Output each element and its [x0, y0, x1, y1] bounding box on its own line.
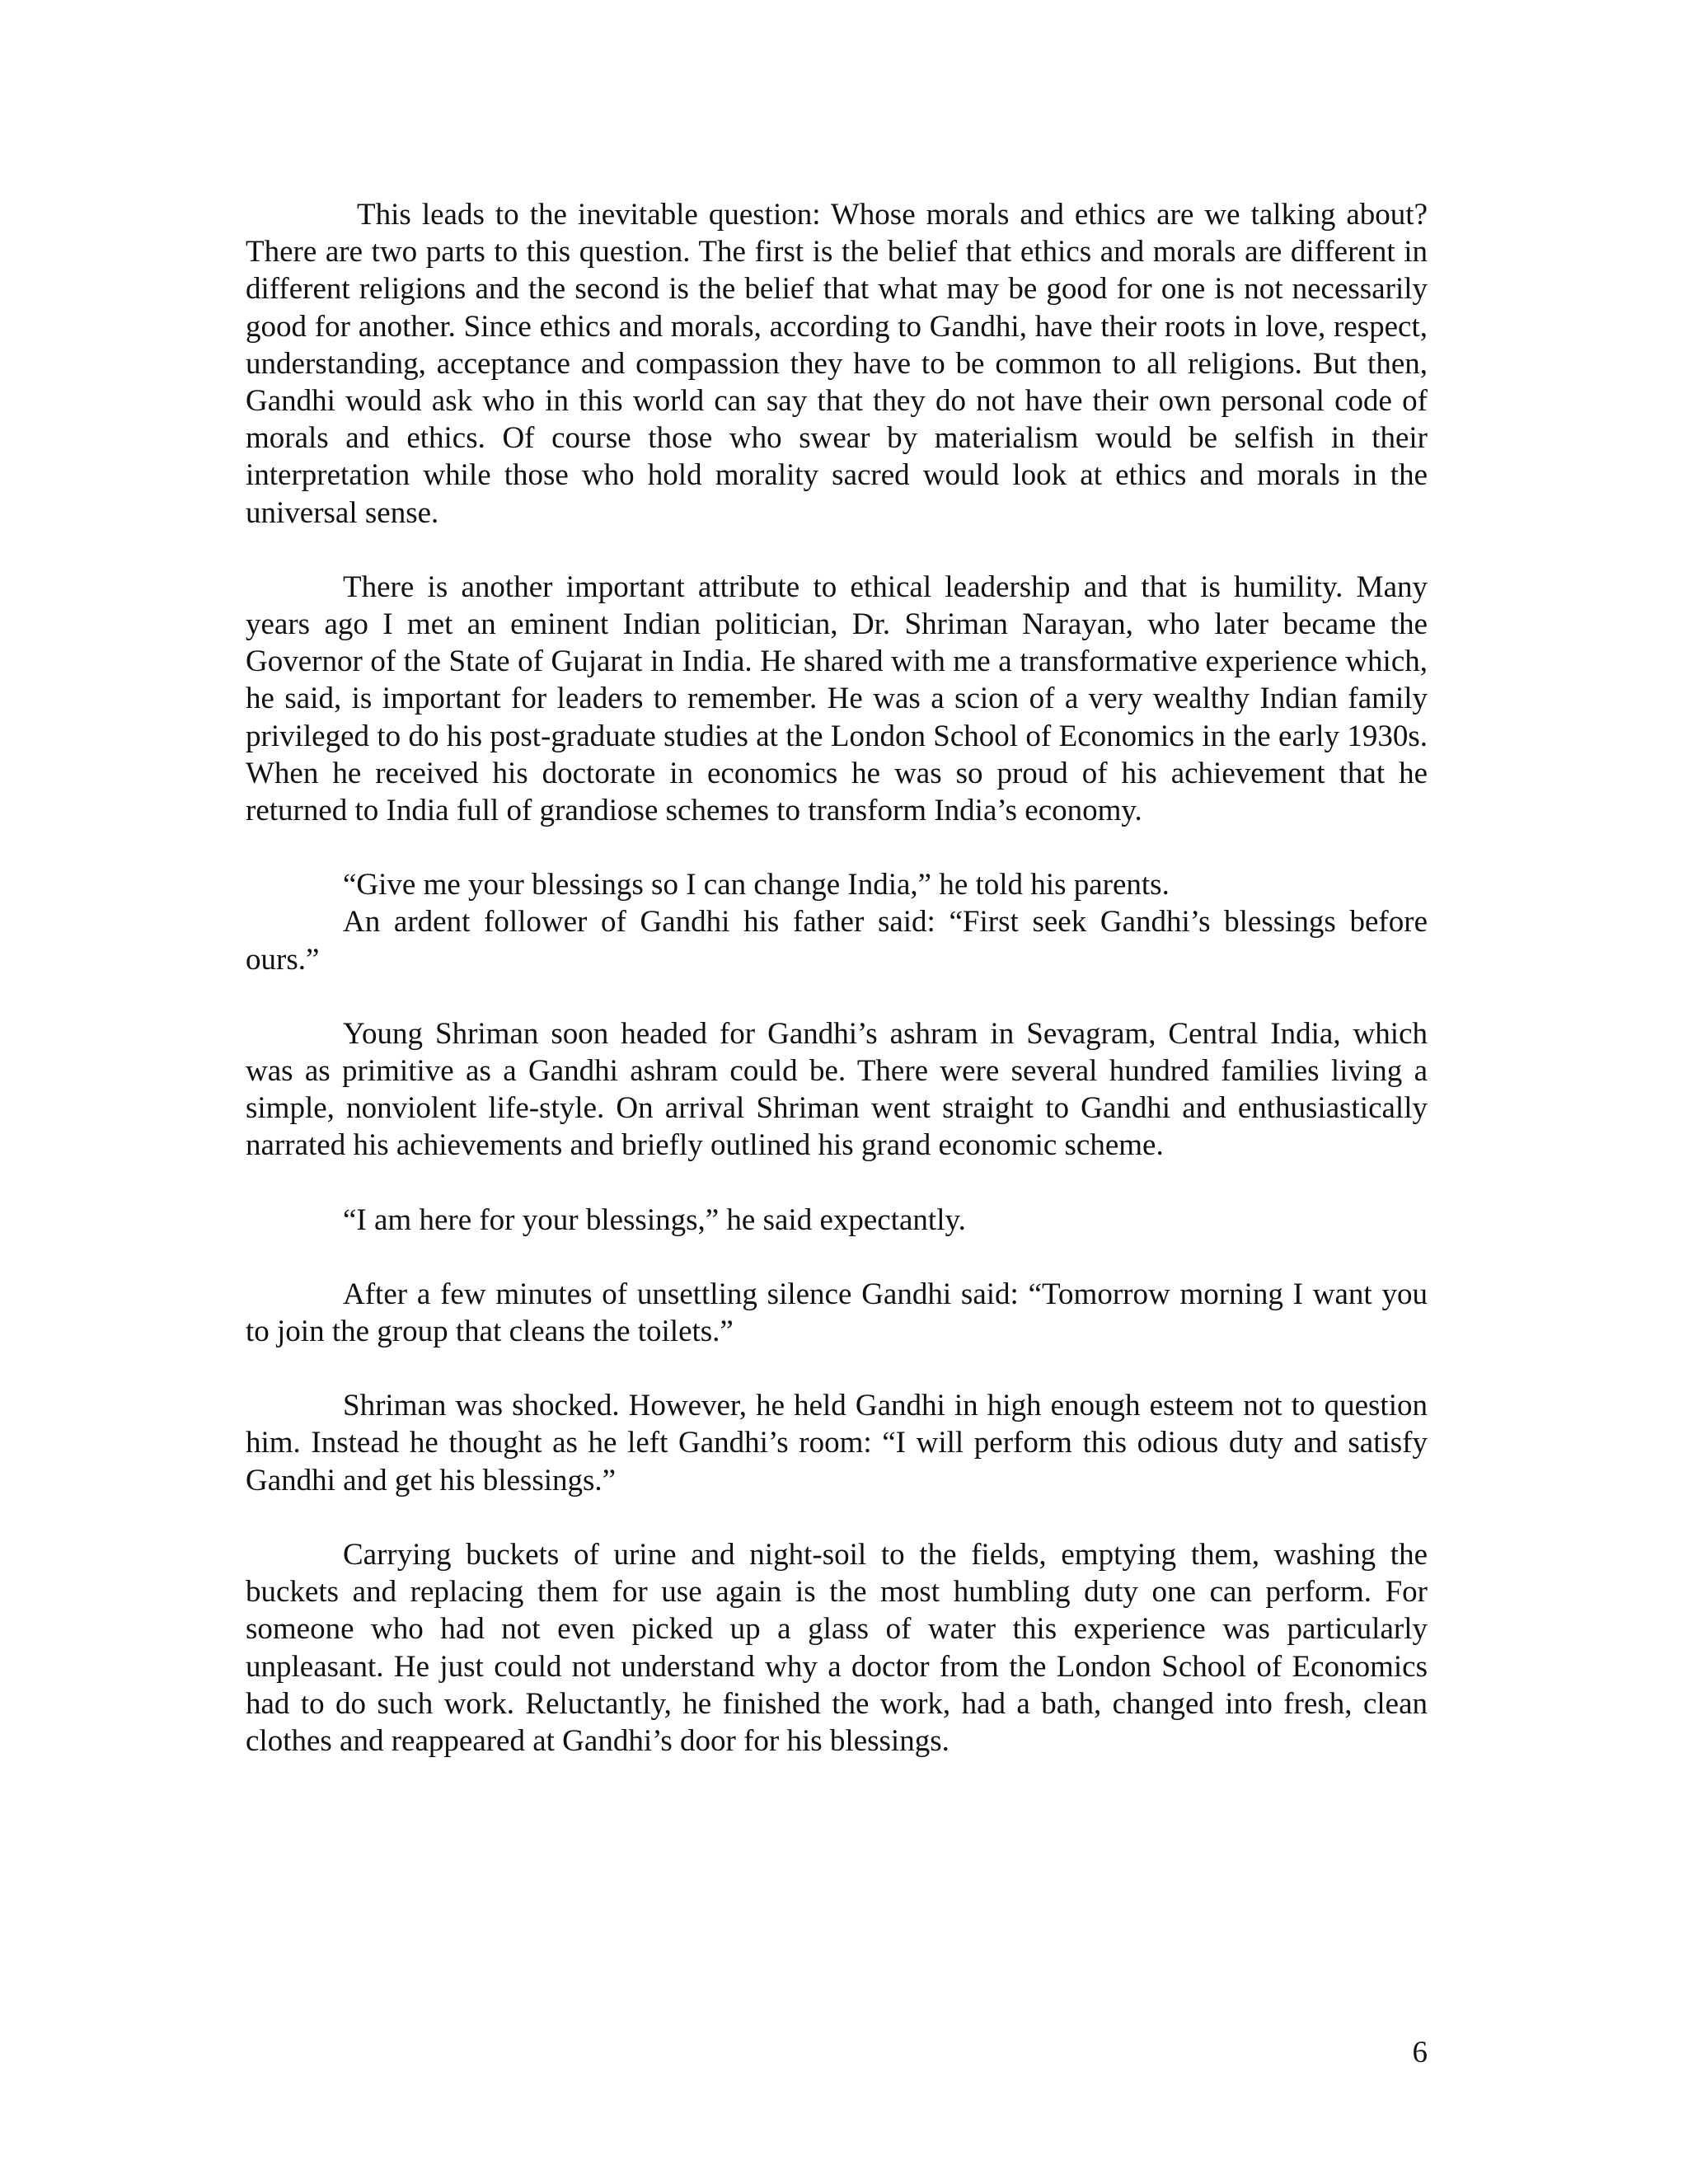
paragraph-shriman-shocked: Shriman was shocked. However, he held Gandhi in high enough esteem not to question him. Instead he thought as he left Gandhi’s room: “I will perform this odious duty and satisfy Gandhi and get his blessings.”: [246, 1389, 1428, 1497]
paragraph-humility: There is another important attribute to ethical leadership and that is humility. Many years ago I met an eminent Indian politician, Dr. Shriman Narayan, who later became the Governor of the State of Gujarat in India. He shared with me a transformative experience which, he said, is important for leaders to remember. He was a scion of a very wealthy Indian family privileged to do his post-graduate studies at the London School of Economics in the early 1930s. When he received his doctorate in economics he was so proud of his achievement that he returned to India full of grandiose schemes to transform India’s economy.: [246, 569, 1428, 828]
paragraph-father-reply: An ardent follower of Gandhi his father said: “First seek Gandhi’s blessings before ours.”: [246, 905, 1428, 977]
document-body: [246, 196, 1428, 1797]
paragraph-here-for-blessings: “I am here for your blessings,” he said expectantly.: [343, 1202, 966, 1237]
paragraph-carrying-buckets: Carrying buckets of urine and night-soil to the fields, emptying them, washing the buckets and replacing them for use again is the most humbling duty one can perform. For someone who had not even picked up a glass of water this experience was particularly unpleasant. He just could not understand why a doctor from the London School of Economics had to do such work. Reluctantly, he finished the work, had a bath, changed into fresh, clean clothes and reappeared at Gandhi’s door for his blessings.: [246, 1537, 1428, 1758]
paragraph-ashram-arrival: Young Shriman soon headed for Gandhi’s ashram in Sevagram, Central India, which was as primitive as a Gandhi ashram could be. There were several hundred families living a simple, nonviolent life-style. On arrival Shriman went straight to Gandhi and enthusiastically narrated his achievements and briefly outlined his grand economic scheme.: [246, 1016, 1428, 1163]
paragraph-gandhi-reply: After a few minutes of unsettling silence Gandhi said: “Tomorrow morning I want you to join the group that cleans the toilets.”: [246, 1277, 1428, 1349]
page-number: 6: [1412, 2036, 1428, 2069]
paragraph-blessings-request: “Give me your blessings so I can change India,” he told his parents.: [343, 868, 1170, 902]
paragraph-whose-morals: This leads to the inevitable question: Whose morals and ethics are we talking about? There are two parts to this question. The first is the belief that ethics and morals are different in different religions and the second is the belief that what may be good for one is not necessarily good for another. Since ethics and morals, according to Gandhi, have their roots in love, respect, understanding, acceptance and compassion they have to be common to all religions. But then, Gandhi would ask who in this world can say that they do not have their own personal code of morals and ethics. Of course those who swear by materialism would be selfish in their interpretation while those who hold morality sacred would look at ethics and morals in the universal sense.: [246, 198, 1428, 530]
